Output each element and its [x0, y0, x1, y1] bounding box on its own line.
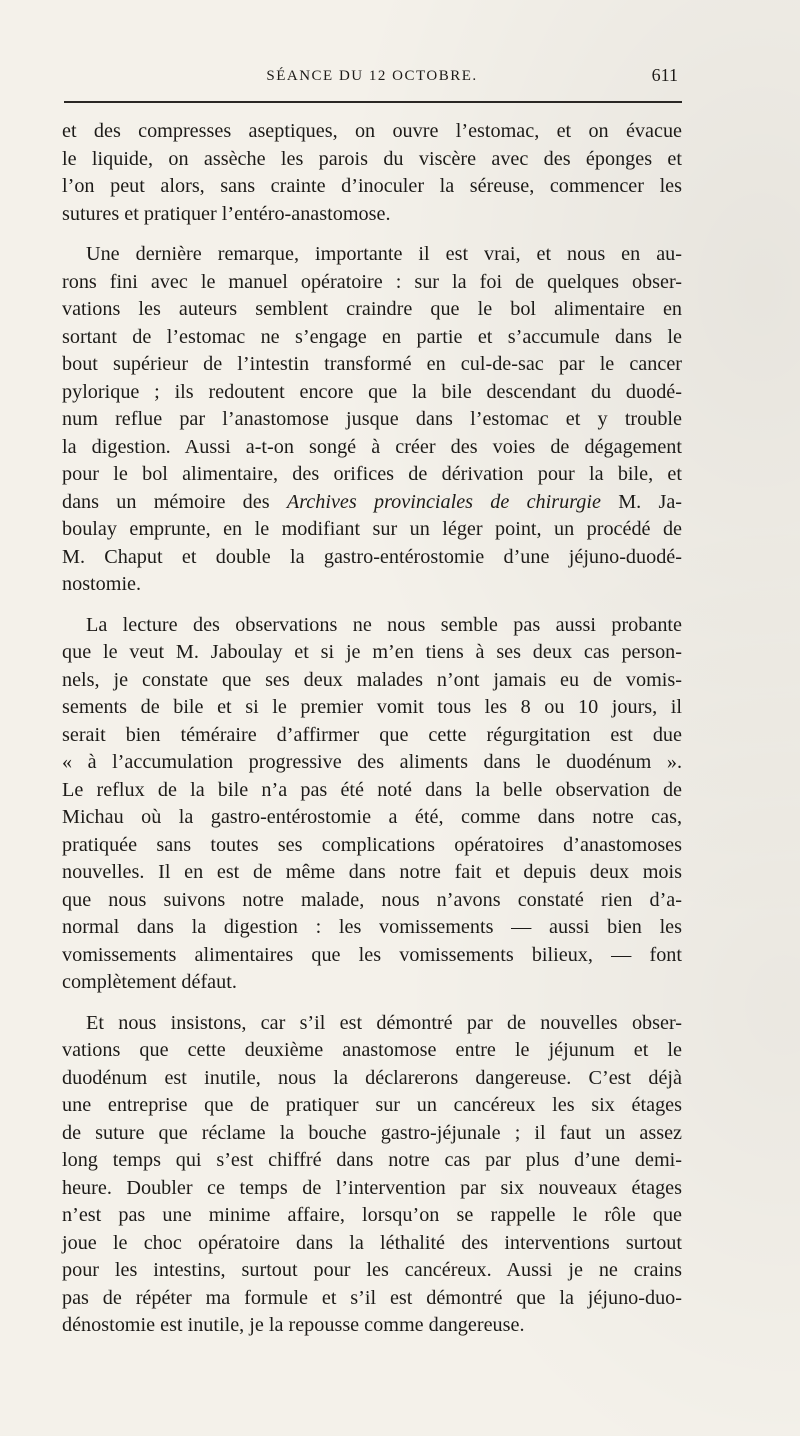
text-line: bout supérieur de l’intestin transformé en cul-de-sac par le cancer — [62, 353, 682, 375]
paragraph-gap — [62, 228, 682, 241]
text-line: M. Chaput et double la gastro-entérostomie d’une jéjuno-duodé- — [62, 545, 682, 568]
page-number: 611 — [651, 65, 678, 85]
page-header — [62, 62, 682, 90]
text-line: pas de répéter ma formule et s’il est démontré que la jéjuno-duo- — [62, 1286, 682, 1309]
text-line: sements de bile et si le premier vomit tous les 8 ou 10 jours, il — [62, 696, 682, 718]
body-text — [62, 118, 682, 1340]
text-line: sutures et pratiquer l’entéro-anastomose. — [62, 202, 391, 225]
text-line: serait bien téméraire d’affirmer que cette régurgitation est due — [62, 723, 682, 746]
paragraph-gap — [62, 997, 682, 1010]
text-line: nels, je constate que ses deux malades n’ont jamais eu de vomis- — [62, 668, 682, 691]
text-line: num reflue par l’anastomose jusque dans l’estomac et y trouble — [62, 408, 682, 430]
text-line: La lecture des observations ne nous semble pas aussi probante — [86, 613, 682, 636]
text-line: vomissements alimentaires que les vomissements bilieux, — font — [62, 943, 682, 966]
text-line: nostomie. — [62, 573, 142, 595]
text-line: Michau où la gastro-entérostomie a été, comme dans notre cas, — [62, 806, 682, 828]
text-segment: M. Ja- — [600, 490, 683, 513]
text-segment: dans un mémoire des — [62, 490, 287, 513]
text-line: sortant de l’estomac ne s’engage en partie et s’accumule dans le — [62, 325, 682, 348]
text-line: boulay emprunte, en le modifiant sur un léger point, un procédé de — [62, 518, 682, 540]
text-line: duodénum est inutile, nous la déclarerons dangereuse. C’est déjà — [62, 1066, 682, 1089]
text-line: de suture que réclame la bouche gastro-jéjunale ; il faut un assez — [62, 1121, 682, 1144]
header-rule — [64, 101, 682, 103]
running-title: SÉANCE DU 12 OCTOBRE. — [266, 68, 478, 84]
text-line: long temps qui s’est chiffré dans notre cas par plus d’une demi- — [62, 1149, 682, 1171]
text-line: heure. Doubler ce temps de l’intervention par six nouveaux étages — [62, 1176, 682, 1199]
text-line: joue le choc opératoire dans la léthalité des interventions surtout — [62, 1231, 682, 1254]
text-line: vations les auteurs semblent craindre que le bol alimentaire en — [62, 298, 682, 320]
text-line: complètement défaut. — [62, 971, 237, 993]
text-line: pylorique ; ils redoutent encore que la bile descendant du duodé- — [62, 380, 682, 403]
text-line-with-italic — [62, 489, 682, 517]
text-line: rons fini avec le manuel opératoire : sur la foi de quelques obser- — [62, 270, 682, 293]
text-line: la digestion. Aussi a-t-on songé à créer des voies de dégagement — [62, 435, 682, 458]
text-line: pratiquée sans toutes ses complications opératoires d’anastomoses — [62, 833, 682, 856]
text-line: Le reflux de la bile n’a pas été noté dans la belle observation de — [62, 778, 682, 801]
text-line: que le veut M. Jaboulay et si je m’en tiens à ses deux cas person- — [62, 641, 682, 663]
text-line: pour les intestins, surtout pour les cancéreux. Aussi je ne crains — [62, 1259, 682, 1281]
journal-title: Archives provinciales de chirurgie — [286, 490, 601, 513]
text-line: une entreprise que de pratiquer sur un cancéreux les six étages — [62, 1094, 682, 1116]
text-line: le liquide, on assèche les parois du viscère avec des éponges et — [62, 147, 682, 170]
text-line: l’on peut alors, sans crainte d’inoculer la séreuse, commencer les — [62, 175, 682, 197]
text-line: vations que cette deuxième anastomose entre le jéjunum et le — [62, 1039, 682, 1061]
text-line: Et nous insistons, car s’il est démontré par de nouvelles obser- — [86, 1011, 682, 1034]
text-line: normal dans la digestion : les vomissements — aussi bien les — [62, 916, 682, 938]
text-line: « à l’accumulation progressive des aliments dans le duodénum ». — [62, 751, 682, 773]
text-line: n’est pas une minime affaire, lorsqu’on se rappelle le rôle que — [62, 1204, 682, 1226]
text-line: Une dernière remarque, importante il est vrai, et nous en au- — [86, 243, 682, 265]
text-line: pour le bol alimentaire, des orifices de dérivation pour la bile, et — [62, 463, 682, 485]
text-line: nouvelles. Il en est de même dans notre fait et depuis deux mois — [62, 861, 682, 883]
paragraph-gap — [62, 599, 682, 612]
text-line: dénostomie est inutile, je la repousse comme dangereuse. — [62, 1314, 525, 1336]
text-line: et des compresses aseptiques, on ouvre l’estomac, et on évacue — [62, 120, 682, 142]
text-line: que nous suivons notre malade, nous n’avons constaté rien d’a- — [62, 888, 682, 911]
